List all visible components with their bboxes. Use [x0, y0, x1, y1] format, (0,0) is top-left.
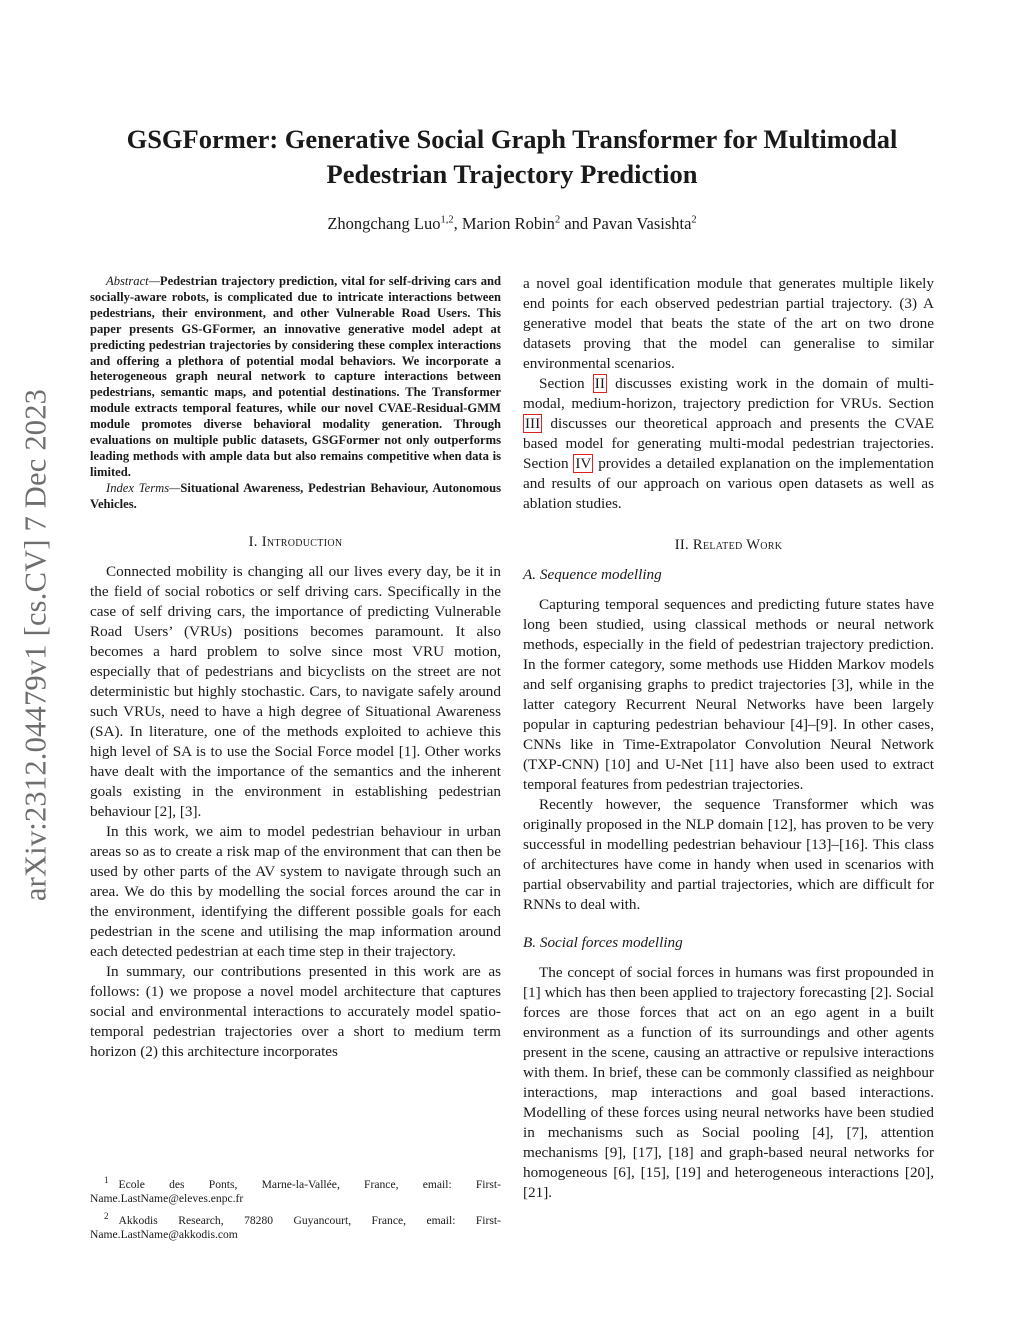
abstract-dash: — [148, 274, 160, 288]
section-number: I. [248, 533, 258, 550]
section-ref-link[interactable]: II [594, 375, 605, 392]
index-terms [90, 481, 501, 513]
section-number: II. [674, 537, 689, 553]
author-affiliation: 1,2 [440, 214, 454, 226]
abstract-lead: Abstract [106, 274, 149, 288]
footnotes [90, 1173, 501, 1245]
section-title: Related Work [692, 537, 783, 553]
section-title: Introduction [261, 533, 343, 550]
related-paragraph-1: Capturing temporal sequences and predicting future states have long been studied, using classical methods or neural network methods, especially in the field of pedestrian trajectory prediction. In the former category, some methods use Hidden Markov models and self organising graphs to predict trajectories [3], while in the latter category Recurrent Neural Networks have been largely popular in capturing pedestrian behaviour [4]–[9]. In other cases, CNNs like in Time-Extrapolator Convolution Neural Network (TXP-CNN) [10] and U-Net [11] have also been used to extract temporal features from pedestrian trajectories. [523, 596, 934, 793]
section-heading-introduction [90, 532, 501, 552]
author-separator: , [453, 214, 462, 233]
text-run: discusses existing work in the domain of multi-modal, medium-horizon, trajectory prediction for VRUs. Section [523, 375, 934, 412]
footnote-mark: 1 [104, 1175, 109, 1185]
intro-paragraph-1: Connected mobility is changing all our lives every day, be it in the field of social robotics or self driving cars. Specifically in the case of self driving cars, the importance of predicting Vulnerable Road Users’ (VRUs) positions becomes paramount. It also becomes a hard problem to solve since most VRU motion, especially that of pedestrians and bicyclists on the street are not deterministic but highly stochastic. Cars, to navigate safely around such VRUs, need to have a high degree of Situational Awareness (SA). In literature, one of the methods exploited to achieve this high level of SA is to use the Social Force model [1]. Other works have dealt with the importance of the semantics and the inherent goals existing in the environment in establishing pedestrian behaviour [2], [3]. [90, 562, 501, 820]
section-ref-link[interactable]: IV [575, 455, 592, 472]
abstract-text: Pedestrian trajectory prediction, vital for self-driving cars and socially-aware robots, is complicated due to intricate interactions between pedestrians, their environment, and other Vulnerable Road Users. This paper presents GS-GFormer, an innovative generative model adept at predicting pedestrian trajectories by considering these complex interactions and offering a plethora of potential modal behaviors. We incorporate a heterogeneous graph neural network to capture interactions between pedestrians, semantic maps, and potential destinations. The Transformer module extracts temporal features, while our novel CVAE-Residual-GMM module promotes diverse behavioral modality generation. Through evaluations on multiple public datasets, GSGFormer not only outperforms leading methods with ample data but also remains competitive when data is limited. [90, 274, 501, 479]
author-affiliation: 2 [691, 214, 697, 226]
author-separator: and [560, 214, 593, 233]
paper-title [90, 122, 934, 192]
text-run: provides a detailed explanation on the implementation and results of our approach on various open datasets as well as ablation studies. [523, 455, 934, 512]
right-column [523, 274, 934, 1203]
title-line-1: GSGFormer: Generative Social Graph Transformer for Multimodal [126, 124, 898, 154]
text-run: discusses our theoretical approach and presents the CVAE based model for generating multi-modal pedestrian trajectories. Section [523, 415, 934, 472]
author-name: Zhongchang Luo [327, 214, 441, 233]
section-heading-related-work [523, 535, 934, 555]
intro-paragraph-3: In summary, our contributions presented in this work are as follows: (1) we propose a novel model architecture that captures social and environmental interactions to accurately model spatio-temporal pedestrian trajectories over a short to medium term horizon (2) this architecture incorporates [90, 962, 501, 1060]
footnote-mark: 2 [104, 1210, 109, 1221]
subsection-heading-sequence: A. Sequence modelling [523, 566, 662, 583]
intro-paragraph-3-continued: a novel goal identification module that generates multiple likely end points for each observed pedestrian partial trajectory. (3) A generative model that beats the state of the art on two drone datasets proving that the model can generalise to similar environmental scenarios. [523, 275, 934, 372]
footnote-text: Akkodis Research, 78280 Guyancourt, France, email: First-Name.LastName@akkodis.com [90, 1213, 501, 1242]
related-paragraph-2: Recently however, the sequence Transformer which was originally proposed in the NLP domain [12], has proven to be very successful in modelling pedestrian behaviour [13]–[16]. This class of architectures have come in handy when used in scenarios with partial observability and partial trajectories, which are difficult for RNNs to deal with. [523, 796, 934, 913]
subsection-heading-social-forces: B. Social forces modelling [523, 934, 683, 951]
left-column [90, 274, 501, 1062]
title-line-2: Pedestrian Trajectory Prediction [326, 159, 698, 189]
index-terms-text: Situational Awareness, Pedestrian Behaviour, Autonomous Vehicles. [90, 480, 502, 511]
abstract [90, 274, 501, 481]
index-terms-lead: Index Terms [106, 480, 170, 495]
footnote-2 [90, 1209, 501, 1243]
arxiv-stamp: arXiv:2312.04479v1 [cs.CV] 7 Dec 2023 [18, 388, 53, 902]
related-paragraph-3: The concept of social forces in humans was first propounded in [1] which has then been applied to trajectory forecasting [2]. Social forces are those forces that act on an ego agent in a built environment as a function of its surroundings and other agents present in the scene, causing an attractive or repulsive interactions with them. In brief, these can be commonly classified as neighbour interactions, map interactions and goal based interactions. Modelling of these forces using neural networks have been studied in mechanisms such as Social pooling [4], [7], attention mechanisms [9], [17], [18] and graph-based neural networks for homogeneous [6], [15], [19] and heterogeneous interactions [20], [21]. [523, 964, 934, 1201]
text-run: Section [539, 375, 593, 392]
author-affiliation: 2 [554, 214, 561, 226]
intro-paragraph-4 [523, 374, 934, 514]
intro-paragraph-2: In this work, we aim to model pedestrian behaviour in urban areas so as to create a risk map of the environment that can then be used by other parts of the AV system to navigate through such an area. We do this by modelling the social forces around the car in the environment, identifying the different possible goals for each pedestrian in the scene and utilising the map information around each detected pedestrian at each time step in their trajectory. [90, 822, 501, 960]
author-name: Marion Robin [461, 214, 555, 233]
section-ref-link[interactable]: III [525, 415, 541, 432]
index-terms-dash: — [169, 480, 181, 495]
author-list [90, 214, 934, 234]
footnote-text: Ecole des Ponts, Marne-la-Vallée, France, email: First-Name.LastName@eleves.enpc.fr [90, 1177, 501, 1206]
footnote-1 [90, 1173, 501, 1207]
author-name: Pavan Vasishta [592, 214, 692, 233]
